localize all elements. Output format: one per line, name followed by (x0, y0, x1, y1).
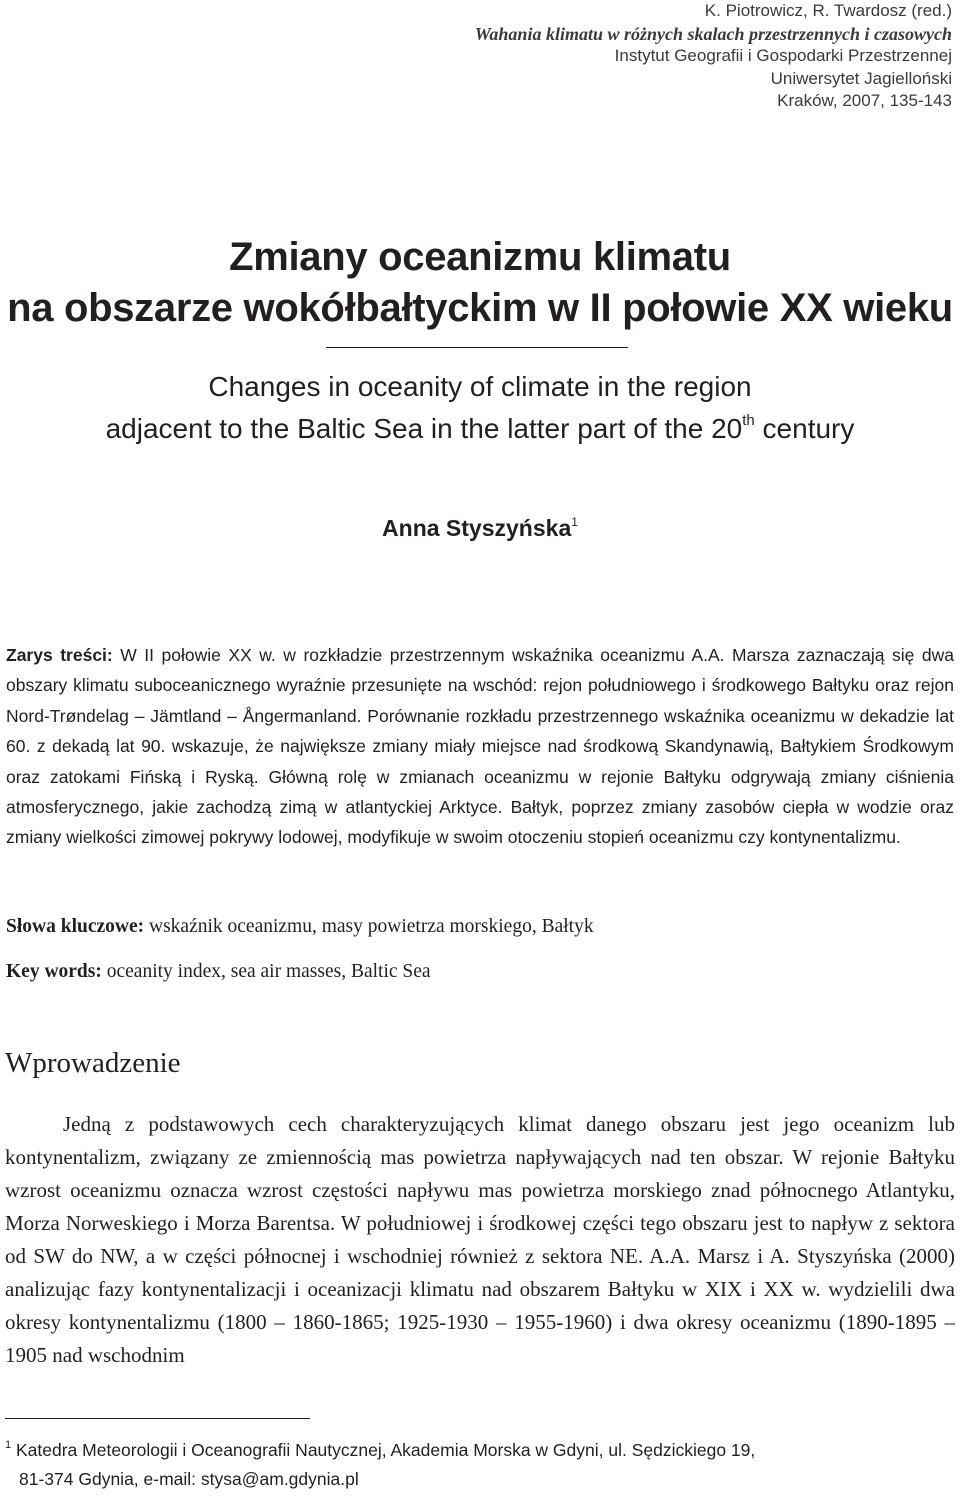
author-name: Anna Styszyńska (382, 515, 572, 541)
english-subtitle (0, 366, 960, 450)
subtitle-line-2-text: adjacent to the Baltic Sea in the latter part of the 20 (105, 413, 743, 444)
body-paragraph-text: Jedną z podstawowych cech charakteryzujących klimat danego obszaru jest jego oceanizm lub kontynentalizm, związany ze zmiennością mas powietrza napływających nad ten obszar. W rejonie Bałtyku wzrost oceanizmu oznacza wzrost częstości napływu mas powietrza morskiego znad północnego Atlantyku, Morza Norweskiego i Morza Barentsa. W południowej i środkowej części tego obszaru jest to napływ z sektora od SW do NW, a w części północnej i wschodniej również z sektora NE. A.A. Marsz i A. Styszyńska (2000) analizując fazy kontynentalizacji i oceanizacji klimatu nad obszarem Bałtyku w XIX i XX w. wydzielili dwa okresy kontynentalizmu (1800 – 1860-1865; 1925-1930 – 1955-1960) i dwa okresy oceanizmu (1890-1895 – 1905 nad wschodnim (5, 1112, 955, 1367)
footnote-text-1: Katedra Meteorologii i Oceanografii Nautycznej, Akademia Morska w Gdyni, ul. Sędzickiego 19, (16, 1440, 756, 1460)
header-editors: K. Piotrowicz, R. Twardosz (red.) (704, 1, 952, 20)
body-paragraph (5, 1108, 955, 1372)
footnote-line-1 (5, 1436, 935, 1465)
abstract (6, 640, 954, 853)
header-university: Uniwersytet Jagielloński (770, 68, 952, 88)
subtitle-superscript: th (742, 412, 755, 429)
footnote-mark: 1 (5, 1439, 12, 1451)
subtitle-line-1: Changes in oceanity of climate in the region (208, 371, 752, 402)
keywords-en-label: Key words: (6, 961, 102, 982)
subtitle-line-2 (0, 408, 960, 450)
section-heading: Wprowadzenie (5, 1047, 181, 1079)
header-institute: Instytut Geografii i Gospodarki Przestrzennej (614, 46, 952, 65)
article-title (0, 232, 960, 334)
footnote-line-2: 81-374 Gdynia, e-mail: stysa@am.gdynia.pl (19, 1469, 359, 1489)
title-divider (326, 347, 628, 348)
author-line (0, 512, 960, 544)
footnote-divider (5, 1418, 310, 1419)
header-book-title: Wahania klimatu w różnych skalach przestrzennych i czasowych (474, 23, 952, 44)
keywords-polish (6, 913, 954, 941)
subtitle-line-2-end: century (754, 413, 855, 444)
abstract-label: Zarys treści: (6, 645, 113, 665)
footnote (5, 1436, 935, 1494)
title-line-2: na obszarze wokółbałtyckim w II połowie XX wieku (7, 286, 953, 330)
keywords-english (6, 958, 954, 986)
author-footnote-mark: 1 (571, 515, 578, 529)
running-header (475, 0, 952, 113)
keywords-en-text: oceanity index, sea air masses, Baltic Sea (106, 961, 431, 982)
abstract-text: W II połowie XX w. w rozkładzie przestrzennym wskaźnika oceanizmu A.A. Marsza zaznaczają się dwa obszary klimatu suboceanicznego wyraźnie przesunięte na wschód: rejon południowego i środkowego Bałtyku oraz rejon Nord-Trøndelag – Jämtland – Ångermanland. Porównanie rozkładu przestrzennego wskaźnika oceanizmu w dekadzie lat 60. z dekadą lat 90. wskazuje, że największe zmiany miały miejsce nad środkową Skandynawią, Bałtykiem Środkowym oraz zatokami Fińską i Ryską. Główną rolę w zmianach oceanizmu w rejonie Bałtyku odgrywają zmiany ciśnienia atmosferycznego, jakie zachodzą zimą w atlantyckiej Arktyce. Bałtyk, poprzez zmiany zasobów ciepła w wodzie oraz zmiany wielkości zimowej pokrywy lodowej, modyfikuje w swoim otoczeniu stopień oceanizmu czy kontynentalizmu. (6, 645, 954, 848)
title-line-1: Zmiany oceanizmu klimatu (229, 235, 731, 279)
keywords-pl-label: Słowa kluczowe: (6, 916, 145, 937)
header-place-year-pages: Kraków, 2007, 135-143 (777, 91, 952, 110)
keywords-pl-text: wskaźnik oceanizmu, masy powietrza morskiego, Bałtyk (149, 916, 594, 937)
